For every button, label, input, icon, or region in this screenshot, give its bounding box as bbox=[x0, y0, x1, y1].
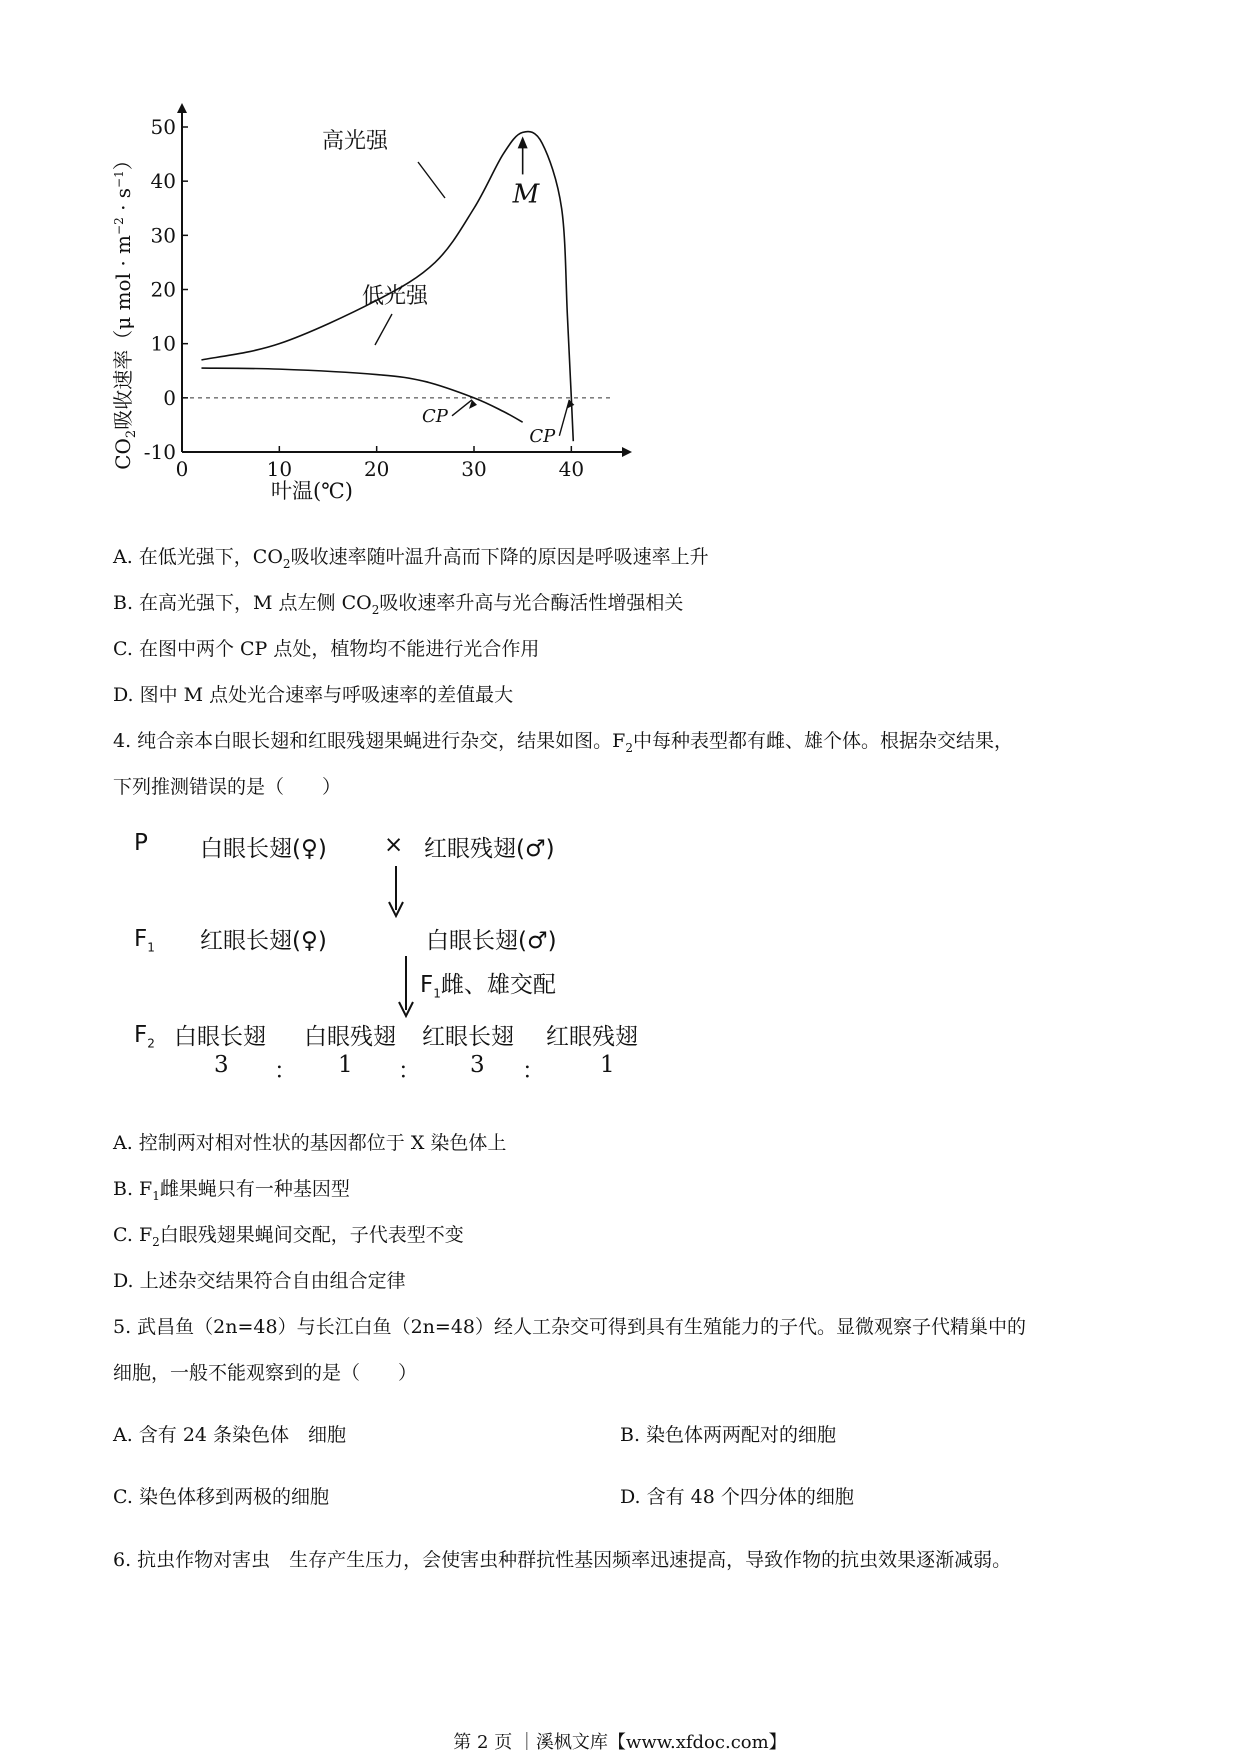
p-female: 白眼长翅(♀) bbox=[200, 836, 327, 862]
y-tick-label: -10 bbox=[143, 440, 176, 464]
p-label: P bbox=[134, 830, 148, 856]
q4-option-c[interactable]: C. $F_2$白眼残翅果蝇间交配，子代表型不变 bbox=[113, 1224, 464, 1249]
q4-stem-line1: 4. 纯合亲本白眼长翅和红眼残翅果蝇进行杂交，结果如图。$F_2$中每种表型都有雌、雄个体。根据杂交结果， bbox=[113, 730, 1014, 755]
cp-label: CP bbox=[422, 405, 448, 427]
q6-stem-line1: 6. 抗虫作物对害虫 生存产生压力，会使害虫种群抗性基因频率迅速提高，导致作物的抗虫效果逐渐减弱。 bbox=[113, 1549, 1012, 1571]
q5-option-d[interactable]: D. 含有 48 个四分体的细胞 bbox=[620, 1486, 854, 1508]
y-tick-label: 40 bbox=[150, 169, 176, 194]
q3-option-b[interactable]: B. 在高光强下，M 点左侧 $CO_2$吸收速率升高与光合酶活性增强相关 bbox=[113, 592, 684, 617]
chart-axes bbox=[177, 103, 632, 457]
low-light-leader bbox=[375, 314, 392, 345]
f2-phenotype: 白眼残翅 bbox=[304, 1024, 396, 1050]
f2-label: $F_2$ bbox=[134, 1022, 155, 1051]
q5-stem-line2: 细胞，一般不能观察到的是（ ） bbox=[113, 1362, 418, 1384]
x-tick-label: 20 bbox=[363, 457, 390, 481]
y-axis-arrow bbox=[177, 103, 187, 113]
q5-stem-line1: 5. 武昌鱼（2n=48）与长江白鱼（2n=48）经人工杂交可得到具有生殖能力的子代。显微观察子代精巢中的 bbox=[113, 1316, 1027, 1338]
high-light-label: 高光强 bbox=[322, 129, 389, 154]
q4-option-a[interactable]: A. 控制两对相对性状的基因都位于 X 染色体上 bbox=[113, 1132, 507, 1154]
x-axis-arrow bbox=[622, 447, 632, 457]
x-tick-label: 40 bbox=[558, 457, 585, 481]
q5-option-b[interactable]: B. 染色体两两配对的细胞 bbox=[620, 1424, 837, 1446]
ratio-colon: ： bbox=[522, 1058, 545, 1084]
f1-mating-label: $F_1$雌、雄交配 bbox=[420, 972, 556, 1001]
f1-male: 白眼长翅(♂) bbox=[426, 928, 557, 954]
high-light-leader bbox=[418, 162, 445, 198]
y-axis-label: $CO_2$吸收速率（μ mol · $m^{-2} \cdot s^{-1}$） bbox=[111, 150, 139, 470]
ratio-colon: ： bbox=[398, 1058, 421, 1084]
cp-label: CP bbox=[529, 425, 556, 447]
x-tick-label: 30 bbox=[461, 457, 487, 481]
page-footer: 第 2 页 ｜溪枫文库【www.xfdoc.com】 bbox=[453, 1732, 787, 1753]
q5-option-c[interactable]: C. 染色体移到两极的细胞 bbox=[113, 1486, 329, 1508]
f2-phenotype: 红眼残翅 bbox=[546, 1024, 638, 1050]
y-tick-label: 30 bbox=[150, 223, 176, 248]
f2-ratio-value: 1 bbox=[600, 1052, 615, 1078]
f2-phenotype: 白眼长翅 bbox=[174, 1024, 266, 1050]
q3-option-d[interactable]: D. 图中 M 点处光合速率与呼吸速率的差值最大 bbox=[113, 684, 514, 706]
q4-option-b[interactable]: B. $F_1$雌果蝇只有一种基因型 bbox=[113, 1178, 350, 1203]
f2-ratio-value: 1 bbox=[338, 1052, 353, 1078]
ratio-colon: ： bbox=[274, 1058, 297, 1084]
point-m-label: M bbox=[512, 179, 540, 210]
arrow-up-icon bbox=[518, 136, 528, 148]
x-tick-label: 0 bbox=[175, 457, 189, 481]
q4-stem-line2: 下列推测错误的是（ ） bbox=[113, 776, 342, 798]
low-light-label: 低光强 bbox=[362, 284, 429, 309]
cp-arrow bbox=[452, 400, 472, 416]
f2-ratio-value: 3 bbox=[214, 1052, 229, 1078]
y-tick-label: 10 bbox=[150, 331, 176, 356]
arrow-down-icon bbox=[396, 956, 416, 1018]
f1-label: $F_1$ bbox=[134, 926, 155, 955]
low-light-curve bbox=[201, 368, 522, 422]
co2-uptake-chart bbox=[100, 100, 640, 520]
q3-option-c[interactable]: C. 在图中两个 CP 点处，植物均不能进行光合作用 bbox=[113, 638, 540, 660]
y-tick-label: 50 bbox=[150, 115, 176, 139]
p-male: 红眼残翅(♂) bbox=[424, 836, 555, 862]
arrow-down-icon bbox=[386, 866, 406, 918]
cross-times: × bbox=[384, 832, 404, 858]
f2-ratio-value: 3 bbox=[470, 1052, 485, 1078]
q4-option-d[interactable]: D. 上述杂交结果符合自由组合定律 bbox=[113, 1270, 406, 1292]
y-tick-label: 0 bbox=[163, 385, 176, 410]
f1-female: 红眼长翅(♀) bbox=[200, 928, 327, 954]
q3-option-a[interactable]: A. 在低光强下，$CO_2$吸收速率随叶温升高而下降的原因是呼吸速率上升 bbox=[113, 546, 709, 571]
f2-phenotype: 红眼长翅 bbox=[422, 1024, 514, 1050]
x-tick-label: 10 bbox=[266, 457, 293, 481]
q5-option-a[interactable]: A. 含有 24 条染色体 细胞 bbox=[113, 1424, 347, 1446]
x-axis-label: 叶温(℃) bbox=[271, 479, 353, 503]
y-tick-label: 20 bbox=[150, 277, 176, 302]
